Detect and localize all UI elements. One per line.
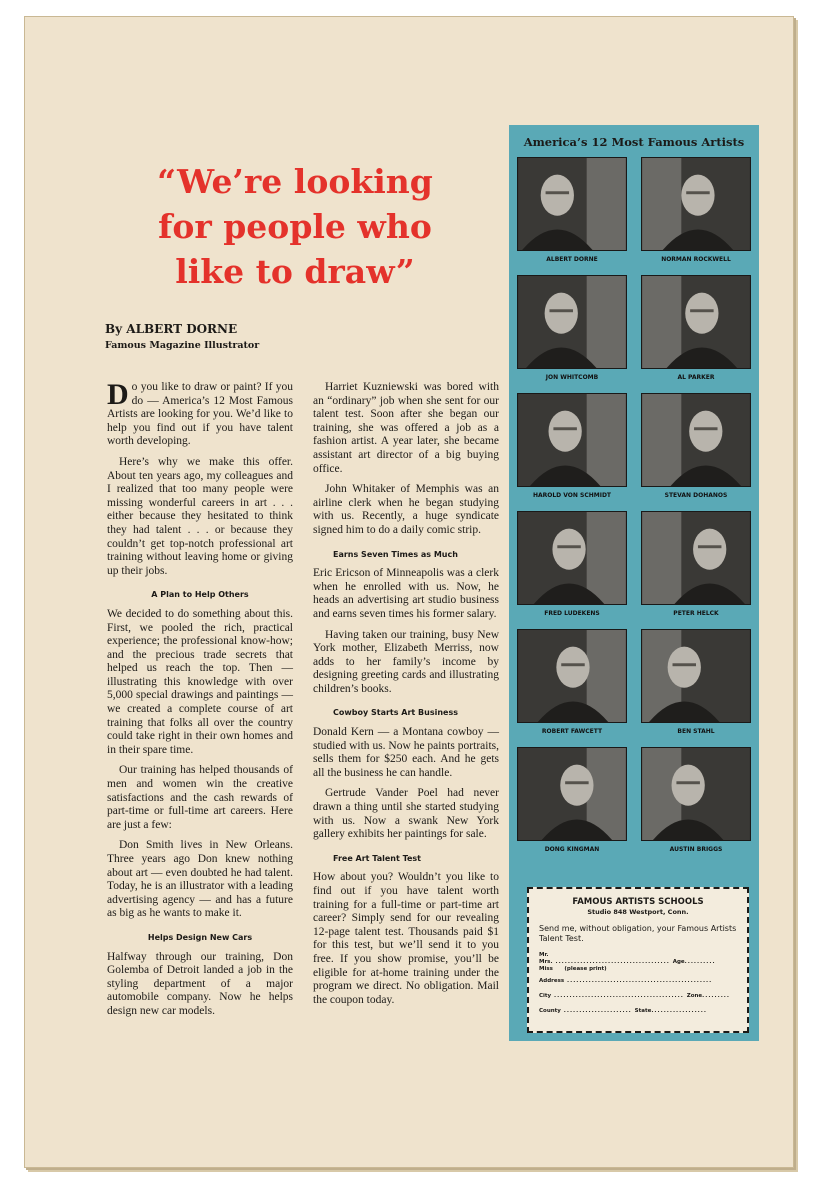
portrait-image — [642, 394, 750, 486]
artist-name: AUSTIN BRIGGS — [669, 846, 723, 853]
artist-name: DONG KINGMAN — [544, 846, 600, 853]
field-dots: .................. — [651, 1008, 707, 1014]
portrait-photo — [517, 747, 627, 841]
artist-name: HAROLD VON SCHMIDT — [532, 492, 612, 499]
portrait-image — [518, 630, 626, 722]
coupon-field-miss — [539, 966, 737, 972]
headline-line-2: for people who — [158, 207, 432, 246]
field-label: Address — [539, 978, 565, 984]
portrait-image — [518, 512, 626, 604]
artist-portrait — [517, 157, 627, 269]
artist-name: PETER HELCK — [673, 610, 719, 617]
paragraph: We decided to do something about this. First, we pooled the rich, practical experience; the professional know-how; and the precious trade secrets that helped us reach the top. Then — illustrating this knowledge with over 5,000 special drawings and paintings — we created a complete course of art training that folks all over the country could take right in their own homes and in their spare time. — [107, 607, 293, 756]
portrait-photo — [517, 275, 627, 369]
paragraph: Eric Ericson of Minneapolis was a clerk when he enrolled with us. Now, he heads an advertising art studio business and earns seven times his former salary. — [313, 567, 499, 620]
artist-portrait — [517, 629, 627, 741]
artist-name: ROBERT FAWCETT — [541, 728, 603, 735]
artist-portrait — [517, 747, 627, 859]
portrait-photo — [517, 511, 627, 605]
portrait-photo — [517, 157, 627, 251]
paragraph: Having taken our training, busy New York mother, Elizabeth Merriss, now adds to her family’s income by designing greeting cards and illustrating children’s books. — [313, 628, 499, 695]
field-label: (please print) — [564, 966, 607, 972]
paragraph: Don Smith lives in New Orleans. Three years ago Don knew nothing about art — even doubted he had talent. Today, he is an illustrator with a leading advertising agency — and has a future as big as he wants to make it. — [107, 839, 293, 920]
portrait-image — [518, 394, 626, 486]
coupon-field-county[interactable] — [539, 1008, 737, 1014]
field-label: City — [539, 993, 552, 999]
field-label: Mrs. — [539, 959, 553, 965]
paragraph: Gertrude Vander Poel had never drawn a thing until she started studying with us. Now a swank New York gallery exhibits her paintings for sale. — [313, 787, 499, 841]
artist-name: JON WHITCOMB — [545, 374, 599, 381]
artists-panel — [509, 125, 759, 1041]
artist-name: FRED LUDEKENS — [544, 610, 600, 617]
artist-portrait — [517, 275, 627, 387]
byline-role: Famous Magazine Illustrator — [105, 340, 260, 351]
artist-portrait — [641, 393, 751, 505]
article-column-1 — [107, 378, 293, 1026]
portrait-image — [642, 276, 750, 368]
portrait-photo — [641, 157, 751, 251]
portrait-photo — [641, 629, 751, 723]
portrait-image — [518, 748, 626, 840]
headline — [125, 159, 465, 294]
subhead: Earns Seven Times as Much — [333, 549, 458, 559]
coupon-title: FAMOUS ARTISTS SCHOOLS — [572, 897, 704, 907]
subhead: Free Art Talent Test — [333, 853, 421, 863]
byline-author: By ALBERT DORNE — [105, 322, 238, 336]
field-label: Zone — [686, 993, 703, 999]
paragraph — [107, 378, 293, 449]
artist-portrait — [517, 511, 627, 623]
paragraph: Donald Kern — a Montana cowboy — studied with us. Now he paints portraits, sells them for $250 each. And he gets all the business he can handle. — [313, 726, 499, 779]
portrait-image — [642, 748, 750, 840]
coupon-address: Studio 848 Westport, Conn. — [587, 908, 689, 916]
portrait-photo — [641, 747, 751, 841]
coupon-field-name[interactable] — [539, 959, 737, 965]
article-column-2 — [313, 381, 499, 1014]
paragraph: How about you? Wouldn’t you like to find out if you have talent worth training for a full-time or part-time art career? Simply send for our revealing 12-page talent test. Thousands paid $1 for this test, but we’ll send it to you free. If you show promise, you’ll be eligible for at-home training under the program we direct. No obligation. Mail the coupon today. — [313, 871, 499, 1006]
subhead: Cowboy Starts Art Business — [333, 708, 458, 718]
portrait-image — [518, 158, 626, 250]
artist-portrait — [517, 393, 627, 505]
portrait-photo — [641, 511, 751, 605]
artist-name: STEVAN DOHANOS — [664, 492, 728, 499]
field-dots: ............................................... — [564, 978, 713, 984]
artist-name: NORMAN ROCKWELL — [661, 256, 731, 263]
portrait-image — [518, 276, 626, 368]
coupon-field-city[interactable] — [539, 993, 737, 999]
portrait-image — [642, 512, 750, 604]
artist-portrait — [641, 747, 751, 859]
byline — [105, 322, 325, 351]
magazine-page — [24, 16, 794, 1168]
coupon-field-mr[interactable] — [539, 952, 737, 958]
portrait-image — [642, 630, 750, 722]
portrait-photo — [517, 393, 627, 487]
field-dots: ...................... — [560, 1008, 635, 1014]
paragraph: Our training has helped thousands of men and women win the creative satisfactions and the cash rewards of part-time or full-time art careers. Here are just a few: — [107, 764, 293, 831]
field-dots: ..................................... — [552, 959, 673, 965]
portrait-photo — [641, 275, 751, 369]
artist-name: ALBERT DORNE — [546, 256, 598, 263]
coupon-text: Send me, without obligation, your Famous Artists Talent Test. — [539, 924, 737, 943]
portrait-photo — [517, 629, 627, 723]
paragraph: Here’s why we make this offer. About ten years ago, my colleagues and I realized that too many people were missing wonderful careers in art . . . either because they hesitated to think they had talent . . . or because they couldn’t get top-notch professional art training without leaving home or giving up their jobs. — [107, 455, 293, 577]
paragraph: Harriet Kuzniewski was bored with an “ordinary” job when she sent for our talent test. Soon after she began our training, she was offered a job as a fashion artist. A year later, she became assistant art director of a big buying office. — [313, 381, 499, 475]
field-label: State — [634, 1008, 652, 1014]
artist-name: BEN STAHL — [677, 728, 715, 735]
coupon[interactable] — [527, 887, 749, 1033]
field-label: County — [539, 1008, 561, 1014]
field-dots: .......... — [684, 959, 716, 965]
paragraph: Halfway through our training, Don Golemba of Detroit landed a job in the styling department of a major automobile company. Now he helps design new car models. — [107, 950, 293, 1017]
field-dots: ......... — [702, 993, 730, 999]
artist-portrait — [641, 157, 751, 269]
field-label: Age — [672, 959, 685, 965]
headline-line-3: like to draw” — [175, 252, 415, 291]
artist-portrait — [641, 629, 751, 741]
subhead: Helps Design New Cars — [147, 932, 253, 942]
portrait-image — [642, 158, 750, 250]
artist-portrait — [641, 275, 751, 387]
paragraph-text: o you like to draw or paint? If you do — America’s 12 Most Famous Artists are looking for you. We’d like to help you find out if you have talent worth developing. — [107, 381, 293, 448]
field-label: Mr. — [539, 952, 549, 958]
paragraph: John Whitaker of Memphis was an airline clerk when he began studying with us. Recently, a huge syndicate signed him to do a daily comic strip. — [313, 483, 499, 536]
drop-cap: D — [107, 378, 129, 411]
coupon-field-address[interactable] — [539, 978, 737, 984]
artist-name: AL PARKER — [677, 374, 715, 381]
field-label: Miss — [539, 966, 553, 972]
subhead: A Plan to Help Others — [151, 590, 249, 600]
headline-line-1: “We’re looking — [157, 162, 433, 201]
portrait-photo — [641, 393, 751, 487]
artist-portrait — [641, 511, 751, 623]
panel-title: America’s 12 Most Famous Artists — [523, 135, 745, 149]
field-dots: .......................................... — [551, 993, 687, 999]
